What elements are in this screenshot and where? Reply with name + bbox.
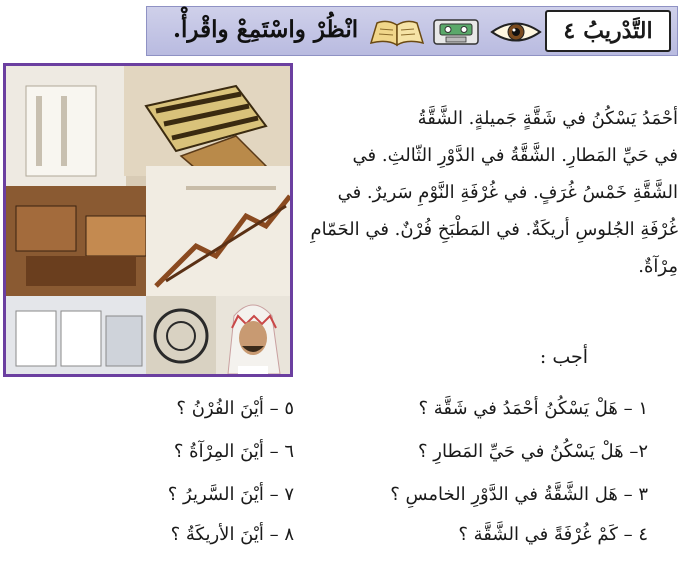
- reading-passage: [304, 100, 678, 285]
- open-book-icon: [369, 17, 425, 47]
- exercise-banner: [146, 6, 678, 56]
- passage-line: الشَّقَّةِ خَمْسُ غُرَفٍ. في غُرْفَةِ النَّوْمِ سَريرٌ. في: [337, 182, 678, 203]
- question-6: ٦ – أيْنَ المِرْآةُ ؟: [173, 441, 294, 462]
- question-1: ١ – هَلْ يَسْكُنُ أحْمَدُ في شَقَّة ؟: [418, 398, 648, 419]
- exercise-word: التَّدْريبُ: [583, 18, 653, 44]
- question-4: ٤ – كَمْ غُرْفَةً في الشَّقَّة ؟: [458, 524, 648, 545]
- exercise-number: ٤: [563, 18, 576, 44]
- exercise-instruction: انْظُرْ واسْتَمِعْ واقْرأْ.: [173, 16, 359, 43]
- apartment-photo-collage: [3, 63, 293, 377]
- answer-label: أجب :: [539, 346, 588, 368]
- passage-line: غُرْفَةِ الجُلوسِ أريكَةٌ. في المَطْبَخِ فُرْنٌ. في الحَمّامِ: [310, 219, 678, 240]
- question-5: ٥ – أيْنَ الفُرْنُ ؟: [176, 398, 294, 419]
- question-3: ٣ – هَل الشَّقَّةُ في الدَّوْرِ الخامسِ ؟: [390, 484, 648, 505]
- question-2: ٢– هَلْ يَسْكُنُ في حَيِّ المَطارِ ؟: [418, 441, 648, 462]
- eye-icon: [489, 19, 543, 45]
- passage-line: أحْمَدُ يَسْكُنُ في شَقَّةٍ جَميلةٍ. الشَّقَّةُ: [417, 108, 678, 129]
- exercise-title-box: [545, 10, 671, 52]
- question-8: ٨ – أيْنَ الأريكَةُ ؟: [170, 524, 294, 545]
- question-7: ٧ – أيْنَ السَّريرُ ؟: [167, 484, 294, 505]
- passage-line: مِرْآةٌ.: [638, 256, 678, 277]
- passage-line: في حَيِّ المَطارِ. الشَّقَّةُ في الدَّوْرِ الثّالثِ. في: [352, 145, 678, 166]
- cassette-tape-icon: [433, 19, 479, 45]
